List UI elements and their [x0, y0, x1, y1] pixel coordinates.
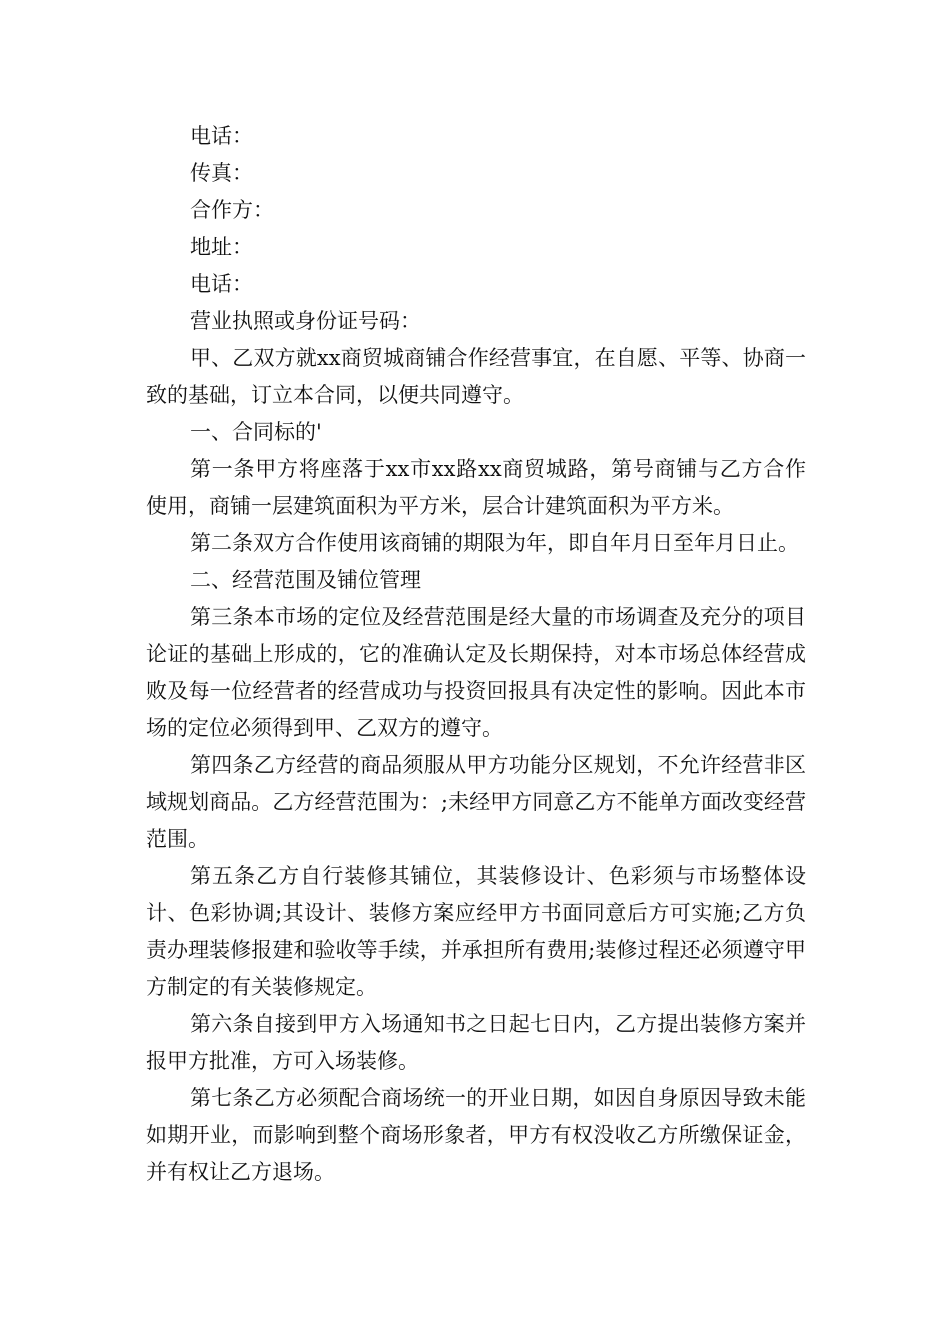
article-4: 第四条乙方经营的商品须服从甲方功能分区规划，不允许经营非区域规划商品。乙方经营范围为：;未经甲方同意乙方不能单方面改变经营范围。: [146, 753, 806, 851]
article-1: 第一条甲方将座落于xx市xx路xx商贸城路，第号商铺与乙方合作使用，商铺一层建筑面积为平方米，层合计建筑面积为平方米。: [146, 457, 806, 518]
field-partner-phone: 电话：: [190, 272, 253, 296]
field-partner: 合作方：: [190, 198, 274, 222]
contract-preamble: 甲、乙双方就xx商贸城商铺合作经营事宜，在自愿、平等、协商一致的基础，订立本合同，以便共同遵守。: [146, 346, 806, 407]
field-license-id: 营业执照或身份证号码：: [190, 309, 421, 333]
field-phone: 电话：: [190, 124, 253, 148]
article-3: 第三条本市场的定位及经营范围是经大量的市场调查及充分的项目论证的基础上形成的，它的准确认定及长期保持，对本市场总体经营成败及每一位经营者的经营成功与投资回报具有决定性的影响。因此本市场的定位必须得到甲、乙双方的遵守。: [146, 605, 806, 740]
section-heading-1: 一、合同标的': [190, 420, 322, 444]
article-5: 第五条乙方自行装修其铺位，其装修设计、色彩须与市场整体设计、色彩协调;其设计、装修方案应经甲方书面同意后方可实施;乙方负责办理装修报建和验收等手续，并承担所有费用;装修过程还必须遵守甲方制定的有关装修规定。: [146, 864, 806, 999]
contract-page: [146, 118, 806, 1191]
section-heading-2: 二、经营范围及铺位管理: [190, 568, 421, 592]
field-fax: 传真：: [190, 161, 253, 185]
field-address: 地址：: [190, 235, 253, 259]
article-6: 第六条自接到甲方入场通知书之日起七日内，乙方提出装修方案并报甲方批准，方可入场装修。: [146, 1012, 806, 1073]
article-2: 第二条双方合作使用该商铺的期限为年，即自年月日至年月日止。: [190, 531, 799, 555]
article-7: 第七条乙方必须配合商场统一的开业日期，如因自身原因导致未能如期开业，而影响到整个商场形象者，甲方有权没收乙方所缴保证金，并有权让乙方退场。: [146, 1086, 806, 1184]
